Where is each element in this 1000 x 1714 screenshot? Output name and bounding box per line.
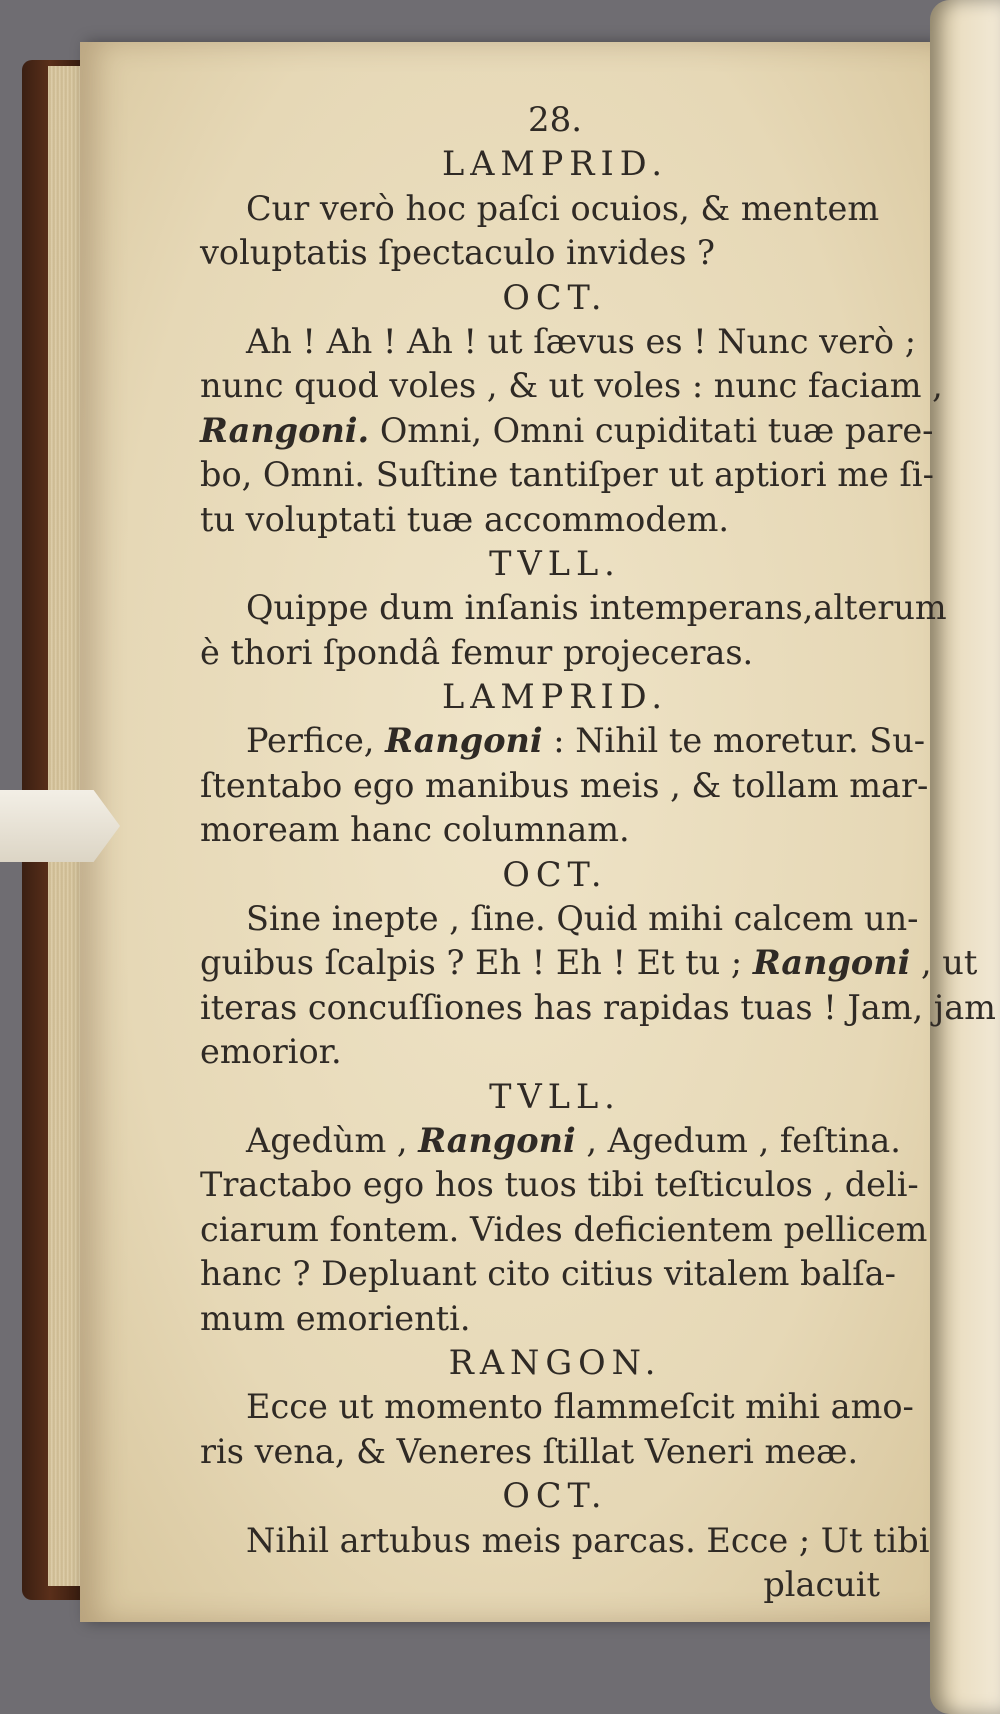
speaker-heading: OCT.: [502, 277, 608, 317]
text-line: [200, 941, 978, 985]
text-line: [200, 231, 910, 275]
text-run: Sine inepte , ſine. Quid mihi calcem un-: [246, 899, 919, 939]
speaker-heading: OCT.: [502, 854, 608, 894]
text-run: Agedùm ,: [246, 1120, 419, 1160]
catchword: placuit: [763, 1564, 880, 1604]
text-line: [200, 409, 934, 453]
text-line: [200, 1163, 919, 1207]
speaker-heading: LAMPRID.: [441, 144, 669, 184]
text-line: [200, 719, 926, 763]
text-line: [200, 586, 947, 630]
dialogue-body: [200, 142, 996, 1563]
text-run: bo, Omni. Suſtine tantiſper ut aptiori me ſi-: [200, 455, 934, 495]
text-run: guibus ſcalpis ? Eh ! Eh ! Et tu ;: [200, 943, 753, 983]
text-line: [200, 1208, 928, 1252]
text-run: è thori ſpondâ femur projeceras.: [200, 632, 754, 672]
character-name: Rangoni: [418, 1120, 576, 1160]
text-line: [200, 764, 929, 808]
text-run: Nihil artubus meis parcas. Ecce ; Ut tibi: [246, 1520, 930, 1560]
text-run: Quippe dum inſanis intemperans,alterum: [246, 588, 947, 628]
text-run: ſtentabo ego manibus meis , & tollam mar-: [200, 765, 929, 805]
text-run: , ut: [910, 943, 978, 983]
text-line: [200, 498, 910, 542]
text-line: [200, 453, 934, 497]
text-run: , Agedum , feſtina.: [575, 1120, 901, 1160]
text-line: [200, 1430, 910, 1474]
speaker-heading: TVLL.: [489, 543, 621, 583]
text-line: [200, 1385, 914, 1429]
text-line: [200, 897, 919, 941]
page-number: 28.: [527, 100, 583, 140]
character-name: Rangoni: [385, 721, 543, 761]
text-run: Tractabo ego hos tuos tibi teſticulos , deli-: [200, 1165, 919, 1205]
text-run: Perfice,: [246, 721, 386, 761]
text-run: Ah ! Ah ! Ah ! ut ſævus es ! Nunc verò ;: [246, 321, 917, 361]
text-line: [200, 364, 943, 408]
speaker-heading: RANGON.: [448, 1342, 662, 1382]
text-line: [200, 320, 917, 364]
text-run: Omni, Omni cupiditati tuæ pare-: [369, 410, 934, 450]
text-line: [200, 1297, 910, 1341]
character-name: Rangoni.: [200, 410, 370, 450]
text-run: Cur verò hoc paſci ocuios, & mentem: [246, 188, 880, 228]
text-run: moream hanc columnam.: [200, 810, 630, 850]
text-line: [200, 808, 910, 852]
text-line: [200, 1252, 910, 1296]
page-text: [200, 98, 996, 1607]
facing-page: [930, 0, 1000, 1714]
text-run: mum emorienti.: [200, 1298, 471, 1338]
text-line: [200, 1519, 930, 1563]
text-run: tu voluptati tuæ accommodem.: [200, 499, 729, 539]
speaker-heading: LAMPRID.: [441, 677, 669, 717]
text-run: nunc quod voles , & ut voles : nunc faciam ,: [200, 366, 943, 406]
speaker-heading: TVLL.: [489, 1076, 621, 1116]
text-run: voluptatis ſpectaculo invides ?: [200, 233, 716, 273]
speaker-heading: OCT.: [502, 1476, 608, 1516]
text-run: ciarum fontem. Vides deficientem pellicem: [200, 1209, 928, 1249]
text-line: [200, 1030, 910, 1074]
character-name: Rangoni: [752, 943, 911, 983]
text-run: Ecce ut momento flammeſcit mihi amo-: [246, 1387, 914, 1427]
text-line: [200, 1119, 910, 1163]
text-run: iteras concuſſiones has rapidas tuas ! Jam, jam: [200, 987, 996, 1027]
text-run: emorior.: [200, 1032, 342, 1072]
text-line: [200, 986, 996, 1030]
text-run: ris vena, & Veneres ſtillat Veneri meæ.: [200, 1431, 859, 1471]
text-line: [200, 631, 910, 675]
text-run: hanc ? Depluant cito citius vitalem balſa-: [200, 1254, 896, 1294]
text-line: [200, 187, 910, 231]
text-run: : Nihil te moretur. Su-: [542, 721, 926, 761]
